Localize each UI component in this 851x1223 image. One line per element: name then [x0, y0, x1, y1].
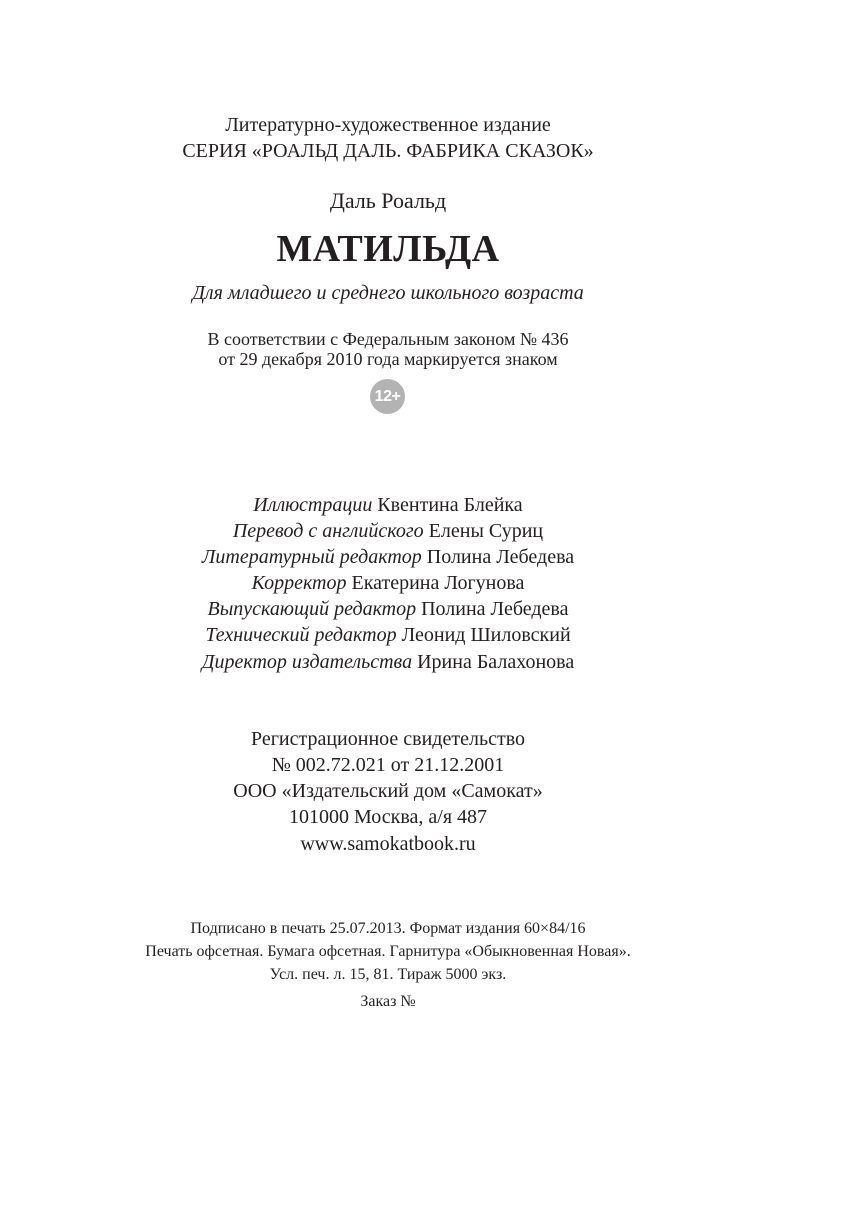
author-name: Даль Роальд: [329, 188, 447, 213]
publisher-address: 101000 Москва, а/я 487: [288, 806, 488, 828]
imprint-line-1: Подписано в печать 25.07.2013. Формат издания 60×84/16: [190, 920, 586, 937]
credit-line: [0, 598, 776, 621]
credit-line: [0, 651, 776, 674]
credit-person: Квентина Блейка: [377, 494, 523, 516]
series-name: СЕРИЯ «РОАЛЬД ДАЛЬ. ФАБРИКА СКАЗОК»: [182, 140, 594, 162]
publisher-name: ООО «Издательский дом «Самокат»: [233, 780, 543, 802]
credit-person: Леонид Шиловский: [401, 624, 571, 646]
law-notice-line-1: В соответствии с Федеральным законом № 436: [207, 329, 569, 349]
credit-line: [0, 546, 776, 569]
registration-label: Регистрационное свидетельство: [250, 728, 526, 750]
credit-role: Технический редактор: [205, 624, 397, 646]
imprint-line-3: Усл. печ. л. 15, 81. Тираж 5000 экз.: [269, 966, 507, 983]
imprint-line-4: Заказ №: [360, 993, 416, 1010]
credit-role: Перевод с английского: [232, 520, 424, 542]
credit-person: Ирина Балахонова: [417, 651, 575, 673]
credit-line: [0, 494, 776, 517]
credit-role: Выпускающий редактор: [207, 598, 417, 620]
credit-role: Директор издательства: [201, 651, 413, 673]
credit-person: Полина Лебедева: [426, 546, 575, 568]
publisher-website: www.samokatbook.ru: [300, 833, 476, 855]
registration-number: № 002.72.021 от 21.12.2001: [271, 754, 505, 776]
credit-role: Литературный редактор: [201, 546, 422, 568]
law-notice-line-2: от 29 декабря 2010 года маркируется знаком: [218, 349, 558, 369]
imprint-line-2: Печать офсетная. Бумага офсетная. Гарнитура «Обыкновенная Новая».: [145, 943, 631, 960]
credit-person: Елены Суриц: [428, 520, 544, 542]
credit-role: Иллюстрации: [253, 494, 373, 516]
credit-person: Полина Лебедева: [421, 598, 569, 620]
book-title: МАТИЛЬДА: [276, 228, 500, 270]
credit-person: Екатерина Логунова: [351, 572, 525, 594]
audience-subtitle: Для младшего и среднего школьного возраста: [192, 282, 584, 304]
credit-line: [0, 624, 776, 647]
credit-line: [0, 572, 776, 595]
edition-type: Литературно-художественное издание: [225, 114, 551, 136]
credit-role: Корректор: [251, 572, 347, 594]
credit-line: [0, 520, 776, 543]
age-rating-badge: 12+: [370, 379, 405, 414]
